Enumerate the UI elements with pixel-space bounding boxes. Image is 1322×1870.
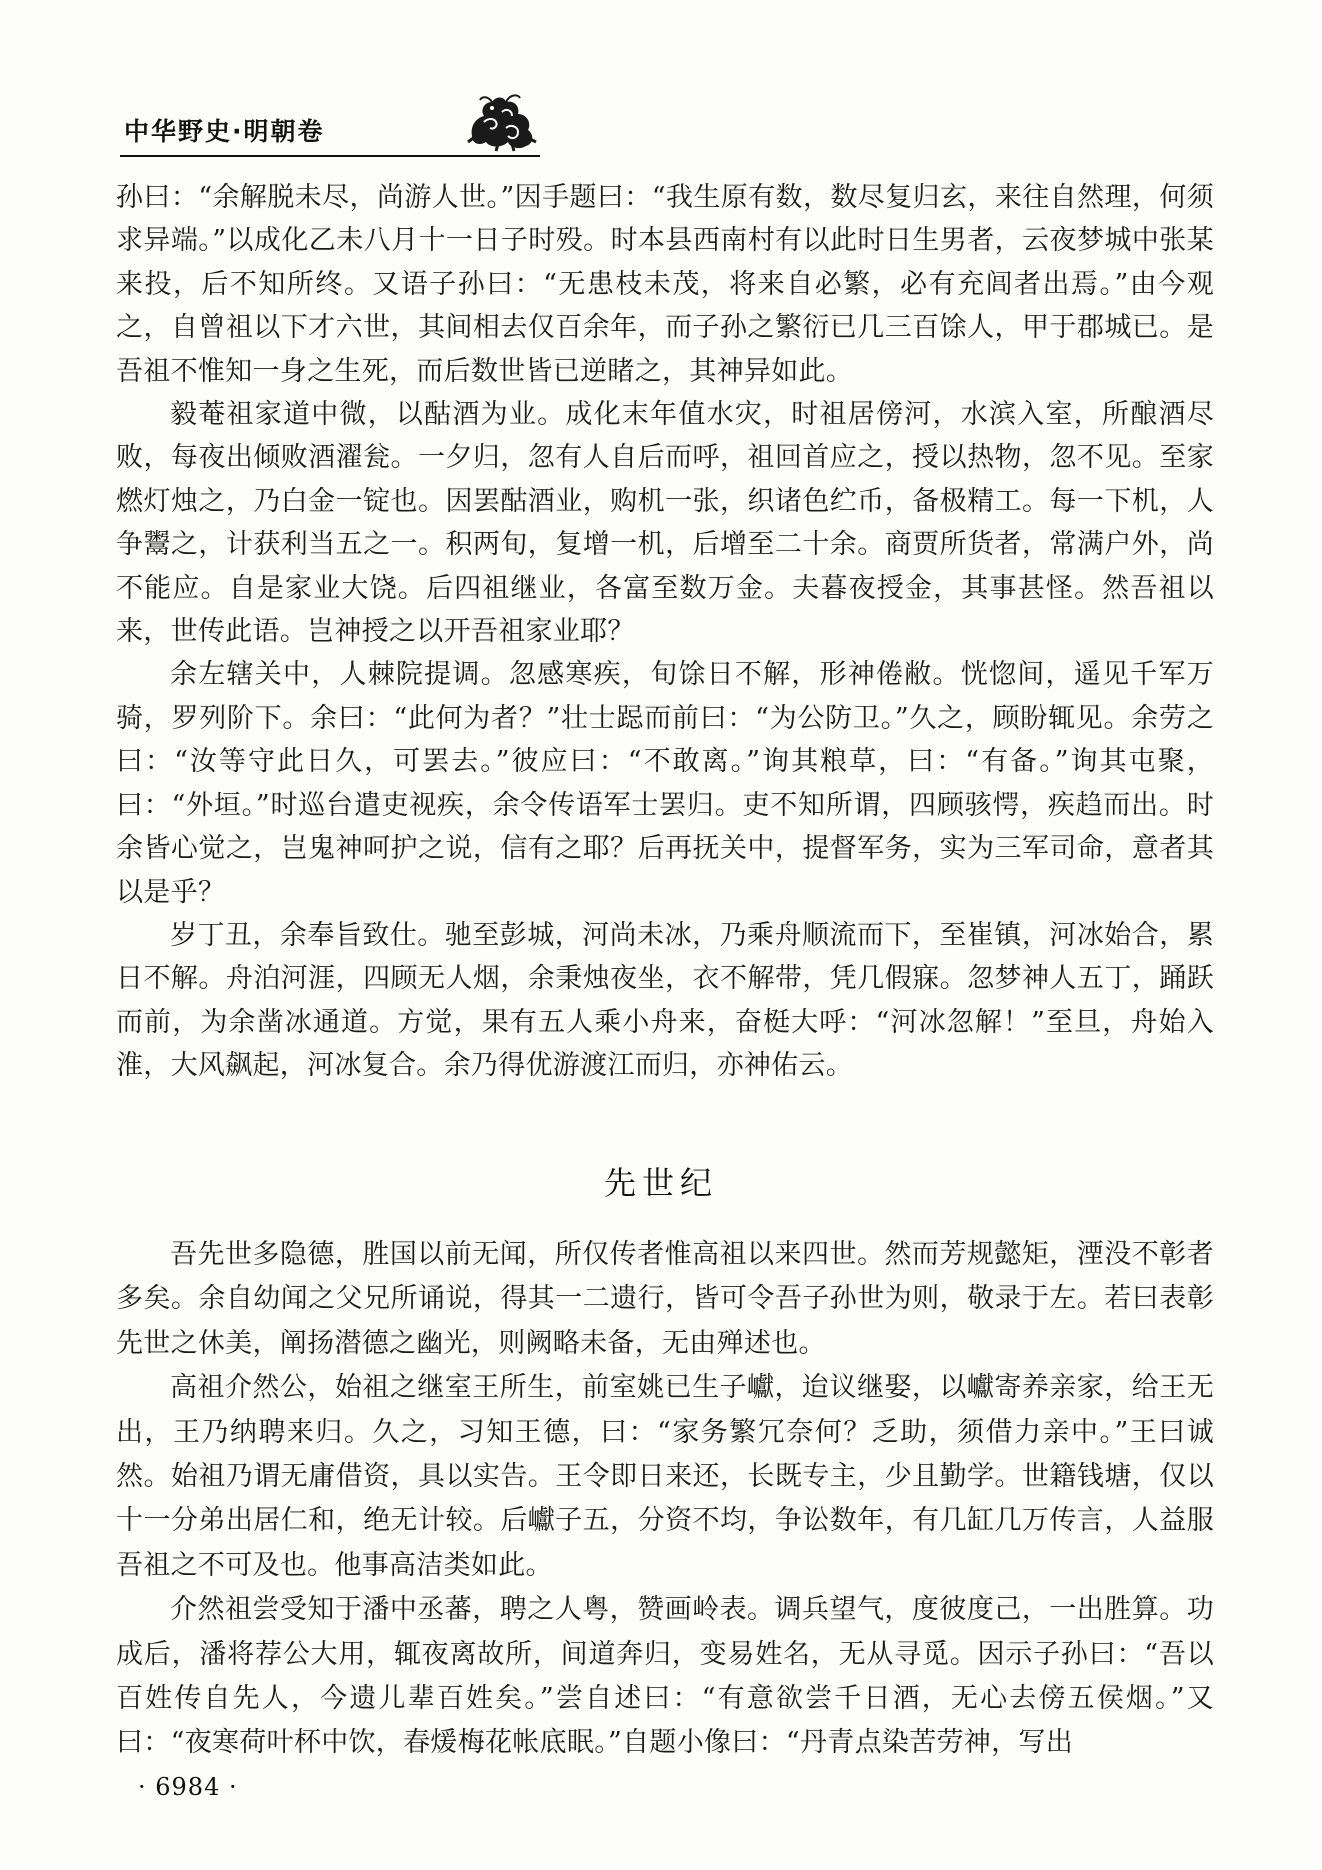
section-heading: 先世纪 [603,1164,718,1202]
paragraph: 毅菴祖家道中微，以酤酒为业。成化末年值水灾，时祖居傍河，水滨入室，所酿酒尽败，每夜出倾败酒濯瓮。一夕归，忽有人自后而呼，祖回首应之，授以热物，忽不见。至家燃灯烛之，乃白金一锭也。因罢酤酒业，购机一张，织诸色纻币，备极精工。每一下机，人争鬻之，计获利当五之一。积两旬，复增一机，后增至二十余。商贾所货者，常满户外，尚不能应。自是家业大饶。后四祖继业，各富至数万金。夫暮夜授金，其事甚怪。然吾祖以来，世传此语。岂神授之以开吾祖家业耶？ [116,399,1214,648]
paragraph: 介然祖尝受知于潘中丞蕃，聘之人粤，赞画岭表。调兵望气，度彼度己，一出胜算。功成后，潘将荐公大用，辄夜离故所，间道奔归，变易姓名，无从寻觅。因示子孙曰：“吾以百姓传自先人，今遗儿辈百姓矣。”尝自述曰：“有意欲尝千日酒，无心去傍五侯烟。”又曰：“夜寒荷叶杯中饮，春煖梅花帐底眠。”自题小像曰：“丹青点染苦劳神，写出 [116,1594,1214,1759]
paragraph: 孙曰：“余解脱未尽，尚游人世。”因手题曰：“我生原有数，数尽复归玄，来往自然理，何须求异端。”以成化乙未八月十一日子时殁。时本县西南村有以此时日生男者，云夜梦城中张某来投，后不知所终。又语子孙曰：“无患枝未茂，将来自必繁，必有充闾者出焉。”由今观之，自曾祖以下才六世，其间相去仅百余年，而子孙之繁衍已几三百馀人，甲于郡城已。是吾祖不惟知一身之生死，而后数世皆已逆睹之，其神异如此。 [116,182,1214,387]
page-number: · 6984 · [138,1773,238,1801]
paragraph: 高祖介然公，始祖之继室王所生，前室姚已生子巘，迨议继娶，以巘寄养亲家，给王无出，王乃纳聘来归。久之，习知王德，曰：“家务繁冗奈何？乏助，须借力亲中。”王曰诚然。始祖乃谓无庸借资，具以实告。王令即日来还，长既专主，少且勤学。世籍钱塘，仅以十一分弟出居仁和，绝无计较。后巘子五，分资不均，争讼数年，有几缸几万传言，人益服吾祖之不可及也。他事高洁类如此。 [116,1372,1214,1581]
paragraph: 吾先世多隐德，胜国以前无闻，所仅传者惟高祖以来四世。然而芳规懿矩，湮没不彰者多矣。余自幼闻之父兄所诵说，得其一二遗行，皆可令吾子孙世为则，敬录于左。若曰表彰先世之休美，阐扬潜德之幽光，则阙略未备，无由殚述也。 [116,1239,1214,1359]
paragraph: 岁丁丑，余奉旨致仕。驰至彭城，河尚未冰，乃乘舟顺流而下，至崔镇，河冰始合，累日不解。舟泊河涯，四顾无人烟，余秉烛夜坐，衣不解带，凭几假寐。忽梦神人五丁，踊跃而前，为余凿冰通道。方觉，果有五人乘小舟来，奋梃大呼：“河冰忽解！”至旦，舟始入淮，大风飙起，河冰复合。余乃得优游渡江而归，亦神佑云。 [116,919,1214,1082]
dragon-ornament-icon [462,92,540,152]
section-2-body [116,1233,1214,1766]
header-rule [120,155,540,157]
section-1-body [116,176,1214,1088]
paragraph: 余左辖关中，人棘院提调。忽感寒疾，旬馀日不解，形神倦敝。恍惚间，遥见千军万骑，罗列阶下。余曰：“此何为者？”壮士跽而前曰：“为公防卫。”久之，顾盼辄见。余劳之曰：“汝等守此日久，可罢去。”彼应曰：“不敢离。”询其粮草，曰：“有备。”询其屯聚，曰：“外垣。”时巡台遣吏视疾，余令传语军士罢归。吏不知所谓，四顾骇愕，疾趋而出。时余皆心觉之，岂鬼神呵护之说，信有之耶？后再抚关中，提督军务，实为三军司命，意者其以是乎？ [116,659,1214,908]
running-title: 中华野史·明朝卷 [124,117,325,146]
